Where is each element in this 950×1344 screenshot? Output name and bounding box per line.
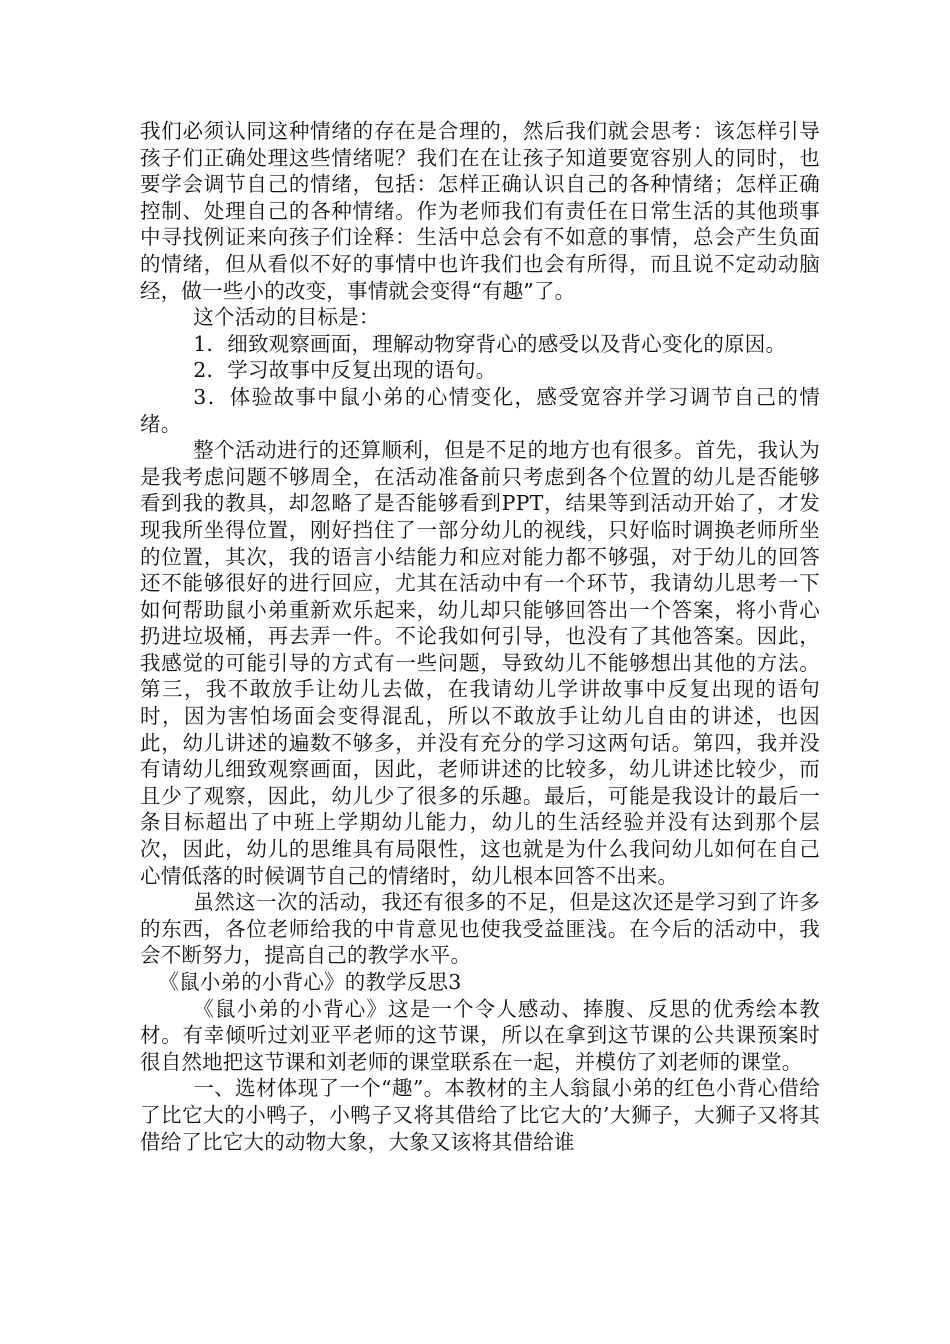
document-body xyxy=(140,118,820,1155)
goal-item-3: 3．体验故事中鼠小弟的心情变化，感受宽容并学习调节自己的情绪。 xyxy=(140,384,820,436)
section-heading: 《鼠小弟的小背心》的教学反思3 xyxy=(158,970,462,994)
goal-item-1: 1．细致观察画面，理解动物穿背心的感受以及背心变化的原因。 xyxy=(193,331,787,356)
paragraph-emotions: 我们必须认同这种情绪的存在是合理的，然后我们就会思考：该怎样引导孩子们正确处理这些情绪呢？我们在在让孩子知道要宽容别人的同时，也要学会调节自己的情绪，包括：怎样正确认识自己的各种情绪；怎样正确控制、处理自己的各种情绪。作为老师我们有责任在日常生活的其他琐事中寻找例证来向孩子们诠释：生活中总会有不如意的事情，总会产生负面的情绪，但从看似不好的事情中也许我们也会有所得，而且说不定动动脑经，做一些小的改变，事情就会变得“有趣”了。 xyxy=(140,119,820,303)
paragraph-intro-3: 《鼠小弟的小背心》这是一个令人感动、捧腹、反思的优秀绘本教材。有幸倾听过刘亚平老师的这节课，所以在拿到这节课的公共课预案时很自然地把这节课和刘老师的课堂联系在一起，并模仿了刘老师的课堂。 xyxy=(140,996,820,1074)
goal-item-2: 2．学习故事中反复出现的语句。 xyxy=(193,358,497,383)
paragraph-shortcomings: 整个活动进行的还算顺利，但是不足的地方也有很多。首先，我认为是我考虑问题不够周全，在活动准备前只考虑到各个位置的幼儿是否能够看到我的教具，却忽略了是否能够看到PPT，结果等到活动开始了，才发现我所坐得位置，刚好挡住了一部分幼儿的视线，只好临时调换老师所坐的位置，其次，我的语言小结能力和应对能力都不够强，对于幼儿的回答还不能够很好的进行回应，尤其在活动中有一个环节，我请幼儿思考一下如何帮助鼠小弟重新欢乐起来，幼儿却只能够回答出一个答案，将小背心扔进垃圾桶，再去弄一件。不论我如何引导，也没有了其他答案。因此，我感觉的可能引导的方式有一些问题，导致幼儿不能够想出其他的方法。第三，我不敢放手让幼儿去做，在我请幼儿学讲故事中反复出现的语句时，因为害怕场面会变得混乱，所以不敢放手让幼儿自由的讲述，也因此，幼儿讲述的遍数不够多，并没有充分的学习这两句话。第四，我并没有请幼儿细致观察画面，因此，老师讲述的比较多，幼儿讲述比较少，而且少了观察，因此，幼儿少了很多的乐趣。最后，可能是我设计的最后一条目标超出了中班上学期幼儿能力，幼儿的生活经验并没有达到那个层次，因此，幼儿的思维具有局限性，这也就是为什么我问幼儿如何在自己心情低落的时候调节自己的情绪时，幼儿根本回答不出来。 xyxy=(140,438,820,888)
paragraph-conclusion: 虽然这一次的活动，我还有很多的不足，但是这次还是学习到了许多的东西，各位老师给我的中肯意见也使我受益匪浅。在今后的活动中，我会不断努力，提高自己的教学水平。 xyxy=(140,890,820,968)
paragraph-goals-intro: 这个活动的目标是： xyxy=(193,305,380,330)
paragraph-material: 一、选材体现了一个“趣”。本教材的主人翁鼠小弟的红色小背心借给了比它大的小鸭子，小鸭子又将其借给了比它大的’大狮子，大狮子又将其借给了比它大的动物大象，大象又该将其借给谁 xyxy=(140,1076,820,1154)
